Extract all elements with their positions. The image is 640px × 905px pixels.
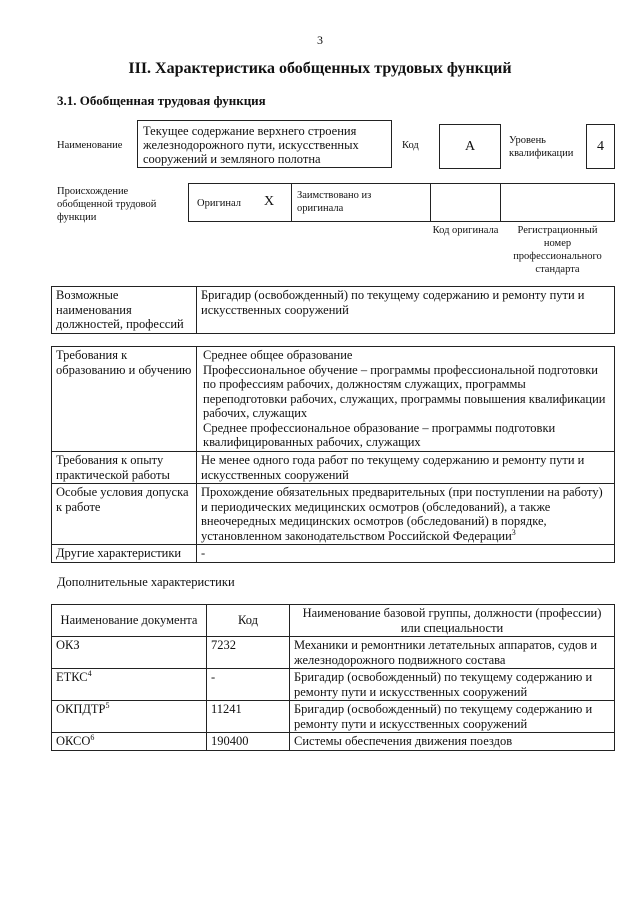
additional-title: Дополнительные характеристики (57, 575, 235, 589)
requirement-text: Прохождение обязательных предварительных (при поступлении на работу) и периодических медицинских осмотров (обследований), а также внеочередных медицинских осмотров (обследований) в порядке, установленном законодательством Российской Федерации (201, 485, 603, 543)
additional-table (51, 604, 615, 751)
name-label: Наименование (57, 140, 123, 151)
doc-cell (52, 637, 207, 669)
footnote-mark: 5 (105, 700, 110, 710)
borrowed-label: Заимствовано из оригинала (297, 190, 372, 214)
requirement-label: Требования к образованию и обучению (52, 347, 197, 452)
table-header-row (52, 605, 615, 637)
requirement-value: - (197, 545, 615, 563)
doc-cell (52, 669, 207, 701)
code-value: А (464, 139, 476, 154)
code-label: Код (402, 140, 419, 151)
table-row (52, 669, 615, 701)
requirement-row (52, 484, 615, 545)
subsection-title: 3.1. Обобщенная трудовая функция (57, 93, 266, 108)
name-cell: Бригадир (освобожденный) по текущему содержанию и ремонту пути и искусственных сооружений (290, 701, 615, 733)
requirement-value (197, 484, 615, 545)
column-header-document: Наименование документа (52, 605, 207, 637)
requirement-row (52, 347, 615, 452)
requirements-table (51, 346, 615, 563)
requirement-label: Другие характеристики (52, 545, 197, 563)
positions-table (51, 286, 615, 334)
name-box (137, 120, 392, 168)
page-number: 3 (317, 33, 323, 47)
doc-name: ЕТКС (56, 670, 88, 684)
name-cell: Бригадир (освобожденный) по текущему содержанию и ремонту пути и искусственных сооружений (290, 669, 615, 701)
column-header-name: Наименование базовой группы, должности (профессии) или специальности (290, 605, 615, 637)
requirement-value: Не менее одного года работ по текущему содержанию и ремонту пути и искусственных сооружений (197, 452, 615, 484)
original-label: Оригинал (197, 198, 241, 209)
code-cell: - (207, 669, 290, 701)
level-label: Уровень квалификации (509, 135, 574, 159)
requirement-value: Среднее общее образование Профессиональное обучение – программы профессиональной подготовки по профессиям рабочих, должностям служащих, программы переподготовки рабочих, служащих, программы повышения квалификации рабочих, служащих Среднее профессиональное образование – программы подготовки квалифицированных рабочих, служащих (197, 347, 615, 452)
name-cell: Системы обеспечения движения поездов (290, 733, 615, 751)
footnote-mark: 4 (87, 668, 92, 678)
table-row (52, 733, 615, 751)
code-original-caption: Код оригинала (432, 225, 499, 236)
borrowed-cell (291, 183, 431, 222)
footnote-mark: 3 (511, 527, 516, 537)
requirement-row (52, 452, 615, 484)
doc-cell (52, 733, 207, 751)
code-cell: 190400 (207, 733, 290, 751)
name-cell: Механики и ремонтники летательных аппаратов, судов и железнодорожного подвижного состава (290, 637, 615, 669)
requirement-label: Особые условия допуска к работе (52, 484, 197, 545)
origin-label: Происхождение обобщенной трудовой функции (57, 186, 157, 223)
requirement-row (52, 545, 615, 563)
section-title: III. Характеристика обобщенных трудовых функций (128, 60, 512, 77)
code-box (439, 124, 501, 169)
doc-name: ОКЗ (56, 638, 80, 652)
code-cell: 11241 (207, 701, 290, 733)
table-row (52, 637, 615, 669)
table-row (52, 701, 615, 733)
code-cell: 7232 (207, 637, 290, 669)
doc-cell (52, 701, 207, 733)
doc-name: ОКСО (56, 734, 91, 748)
name-value: Текущее содержание верхнего строения железнодорожного пути, искусственных сооружений и земляного полотна (143, 124, 359, 166)
original-cell (188, 183, 292, 222)
doc-name: ОКПДТР (56, 702, 106, 716)
reg-number-caption: Регистрационный номер профессионального стандарта (513, 225, 602, 275)
requirement-label: Требования к опыту практической работы (52, 452, 197, 484)
code-original-cell (430, 183, 501, 222)
original-mark: Х (264, 194, 275, 209)
level-value: 4 (597, 139, 604, 154)
column-header-code: Код (207, 605, 290, 637)
footnote-mark: 6 (90, 732, 95, 742)
positions-value: Бригадир (освобожденный) по текущему содержанию и ремонту пути и искусственных сооружений (197, 287, 615, 334)
reg-number-cell (500, 183, 615, 222)
level-box (586, 124, 615, 169)
positions-label: Возможные наименования должностей, профессий (52, 287, 197, 334)
